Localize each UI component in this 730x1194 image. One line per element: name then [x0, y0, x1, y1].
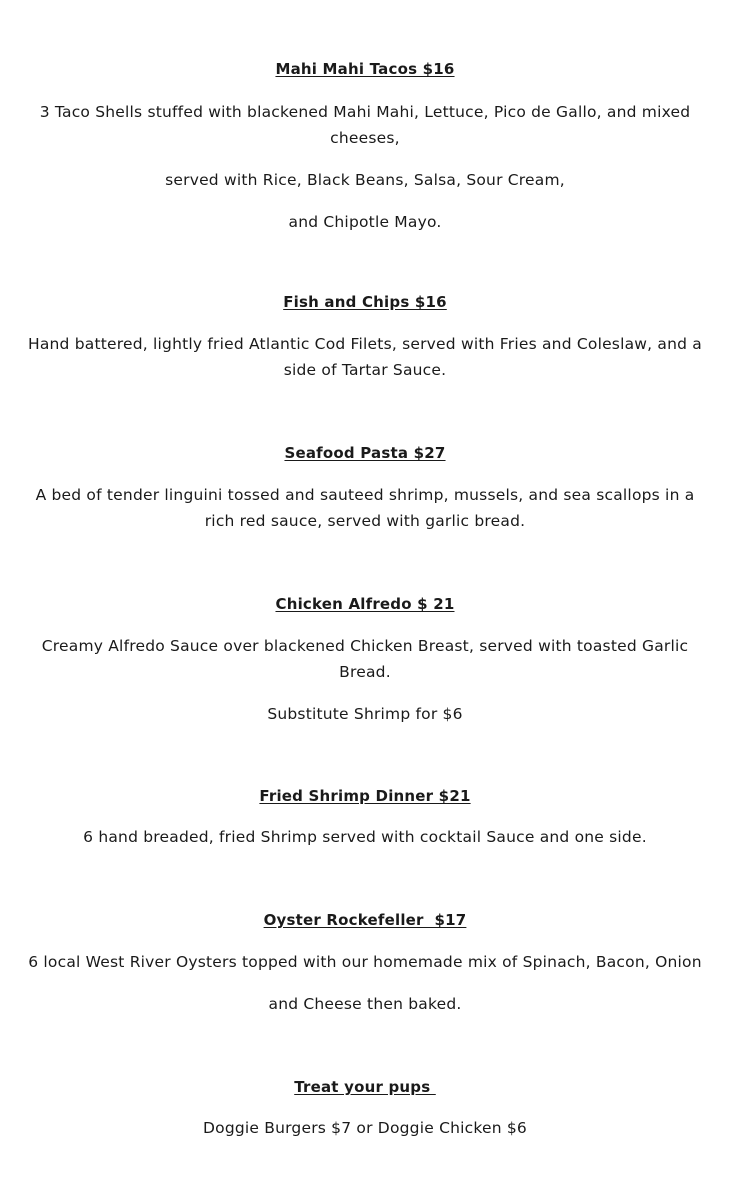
- menu-item-description: served with Rice, Black Beans, Salsa, Sour Cream,: [165, 171, 565, 189]
- menu-item-description: and Chipotle Mayo.: [288, 213, 442, 231]
- menu-item-title: Mahi Mahi Tacos $16: [275, 60, 455, 78]
- menu-item-description: 3 Taco Shells stuffed with blackened Mahi Mahi, Lettuce, Pico de Gallo, and mixed cheeses,: [39, 103, 691, 147]
- menu-item-mahi-mahi-tacos: [24, 58, 706, 235]
- menu-item-description: and Cheese then baked.: [268, 995, 462, 1013]
- menu-item-title: Chicken Alfredo $ 21: [275, 595, 455, 613]
- menu-item-description: A bed of tender linguini tossed and sauteed shrimp, mussels, and sea scallops in a rich red sauce, served with garlic bread.: [35, 486, 695, 530]
- menu-item-description: Creamy Alfredo Sauce over blackened Chicken Breast, served with toasted Garlic Bread.: [41, 637, 689, 681]
- menu-item-fried-shrimp-dinner: [24, 785, 706, 850]
- menu-item-title: Treat your pups: [294, 1078, 436, 1096]
- menu-item-title: Oyster Rockefeller $17: [263, 911, 467, 929]
- menu-item-chicken-alfredo: [24, 593, 706, 727]
- menu-item-description: 6 local West River Oysters topped with our homemade mix of Spinach, Bacon, Onion: [28, 953, 702, 971]
- menu-item-treat-your-pups: [24, 1076, 706, 1141]
- menu-item-description: Doggie Burgers $7 or Doggie Chicken $6: [203, 1119, 527, 1137]
- menu-item-seafood-pasta: [24, 442, 706, 534]
- menu-item-title: Seafood Pasta $27: [284, 444, 446, 462]
- menu-item-oyster-rockefeller: [24, 909, 706, 1017]
- menu-item-description: Hand battered, lightly fried Atlantic Cod Filets, served with Fries and Coleslaw, and a side of Tartar Sauce.: [27, 335, 703, 379]
- menu-item-description: Substitute Shrimp for $6: [267, 705, 463, 723]
- menu-item-title: Fish and Chips $16: [283, 293, 447, 311]
- menu-item-fish-and-chips: [24, 291, 706, 383]
- menu-item-description: 6 hand breaded, fried Shrimp served with cocktail Sauce and one side.: [83, 828, 647, 846]
- menu-item-title: Fried Shrimp Dinner $21: [259, 787, 471, 805]
